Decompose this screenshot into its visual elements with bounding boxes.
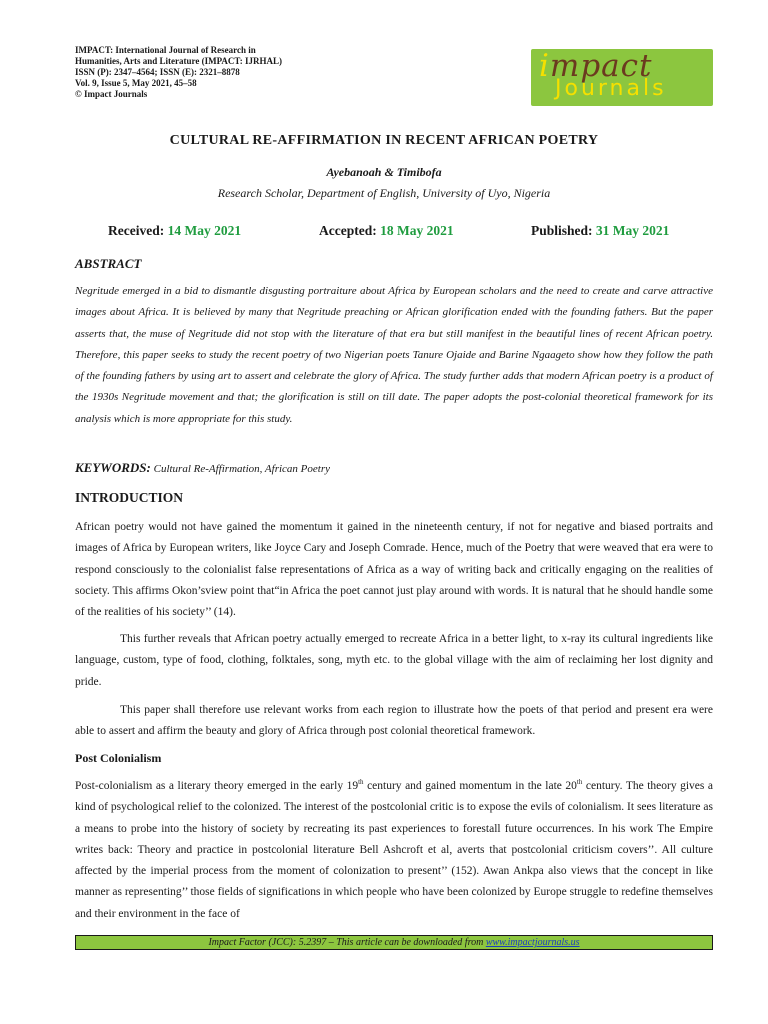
received-date	[108, 223, 241, 239]
pc-sup-1: th	[358, 778, 364, 787]
introduction-heading: INTRODUCTION	[75, 490, 184, 505]
pc-text-end: century. The theory gives a kind of psychological relief to the colonized. The interest of the postcolonial critic is to expose the evils of colonialism. It sees literature as a means to probe into the history of society by recreating its past experiences to forestall future occurrences. In his work The Empire writes back: Theory and practice in postcolonial literature Bell Ashcroft et al, averts that postcolonial criticism covers’’. All culture affected by the imperial process from the moment of colonization to present’’ (152). Awan Ankpa also views that the concept in like manner as representing’’ those fields of significations in which people who have been colonized by Europe struggle to redefine themselves and their environment in the face of	[75, 780, 714, 920]
accepted-date	[319, 223, 454, 239]
introduction-paragraph-2: This further reveals that African poetry actually emerged to recreate Africa in a better light, to x-ray its cultural ingredients like language, custom, type of food, clothing, folktales, song, myth etc. to the global village with the aim of reclaiming her lost dignity and pride.	[75, 633, 713, 688]
keywords-text: Cultural Re-Affirmation, African Poetry	[153, 463, 331, 475]
paper-authors: Ayebanoah & Timibofa	[326, 165, 442, 179]
journal-header	[75, 45, 495, 100]
footer-link[interactable]: www.impactjournals.us	[485, 937, 580, 948]
abstract-heading: ABSTRACT	[75, 256, 142, 271]
footer-text: Impact Factor (JCC): 5.2397 – This article can be downloaded from	[208, 937, 486, 948]
accepted-label: Accepted:	[319, 223, 377, 238]
published-date	[531, 223, 669, 239]
author-affiliation: Research Scholar, Department of English, University of Uyo, Nigeria	[217, 186, 551, 200]
paper-title: CULTURAL RE-AFFIRMATION IN RECENT AFRICAN POETRY	[169, 133, 599, 148]
received-label: Received:	[108, 223, 165, 238]
published-label: Published:	[531, 223, 593, 238]
logo-line2: Journals	[555, 76, 667, 101]
logo-line1: impact	[539, 48, 653, 84]
pc-text-mid: century and gained momentum in the late 20	[363, 780, 577, 792]
introduction-paragraph-3: This paper shall therefore use relevant works from each region to illustrate how the poets of that period and present era were able to assert and affirm the beauty and glory of Africa through post colonial theoretical framework.	[75, 704, 713, 738]
journal-issn: ISSN (P): 2347–4564; ISSN (E): 2321–8878	[75, 67, 240, 77]
introduction-paragraph-1: African poetry would not have gained the momentum it gained in the nineteenth century, if not for negative and biased portraits and images of Africa by European writers, like Joyce Cary and Joseph Comrade. Hence, much of the Poetry that were weaved that era were to respond consciously to the colonialist false representations of Africa as a way of writing back and critically engaging on the realities of society. This affirms Okon’sview point that“in Africa the poet cannot just play around with words. It is natural that he should handle some of the realities of his society’’ (14).	[75, 521, 713, 619]
journal-name-line2: Humanities, Arts and Literature (IMPACT: IJRHAL)	[75, 56, 282, 66]
post-colonialism-heading: Post Colonialism	[75, 751, 162, 765]
pc-text-start: Post-colonialism as a literary theory emerged in the early 19	[75, 780, 359, 792]
impact-journals-logo	[531, 49, 713, 106]
journal-copyright: © Impact Journals	[75, 89, 148, 99]
journal-volume: Vol. 9, Issue 5, May 2021, 45–58	[75, 78, 197, 88]
published-value: 31 May 2021	[595, 223, 670, 238]
post-colonialism-paragraph	[75, 776, 713, 925]
footer-bar	[75, 935, 713, 950]
keywords-label: KEYWORDS:	[75, 460, 151, 475]
abstract-text: Negritude emerged in a bid to dismantle disgusting portraiture about Africa by European scholars and the need to create and carve attractive images about Africa. It is believed by many that Negritude preaching or African glorification ended with the founding fathers. But the paper asserts that, the muse of Negritude did not stop with the literature of that era but still manifest in the beautiful lines of recent African poetry. Therefore, this paper seeks to study the recent poetry of two Nigerian poets Tanure Ojaide and Barine Ngaageto show how they follow the path of the founding fathers by using art to assert and celebrate the glory of Africa. The study further adds that modern African poetry is a product of the 1930s Negritude movement and that; the glorification is still on till date. The paper adopts the post-colonial theoretical framework for its analysis which is more appropriate for this study.	[75, 285, 713, 425]
journal-name-line1: IMPACT: International Journal of Research in	[75, 45, 256, 55]
accepted-value: 18 May 2021	[380, 223, 454, 238]
pc-sup-2: th	[576, 778, 583, 787]
received-value: 14 May 2021	[167, 223, 242, 238]
keywords	[75, 460, 330, 476]
